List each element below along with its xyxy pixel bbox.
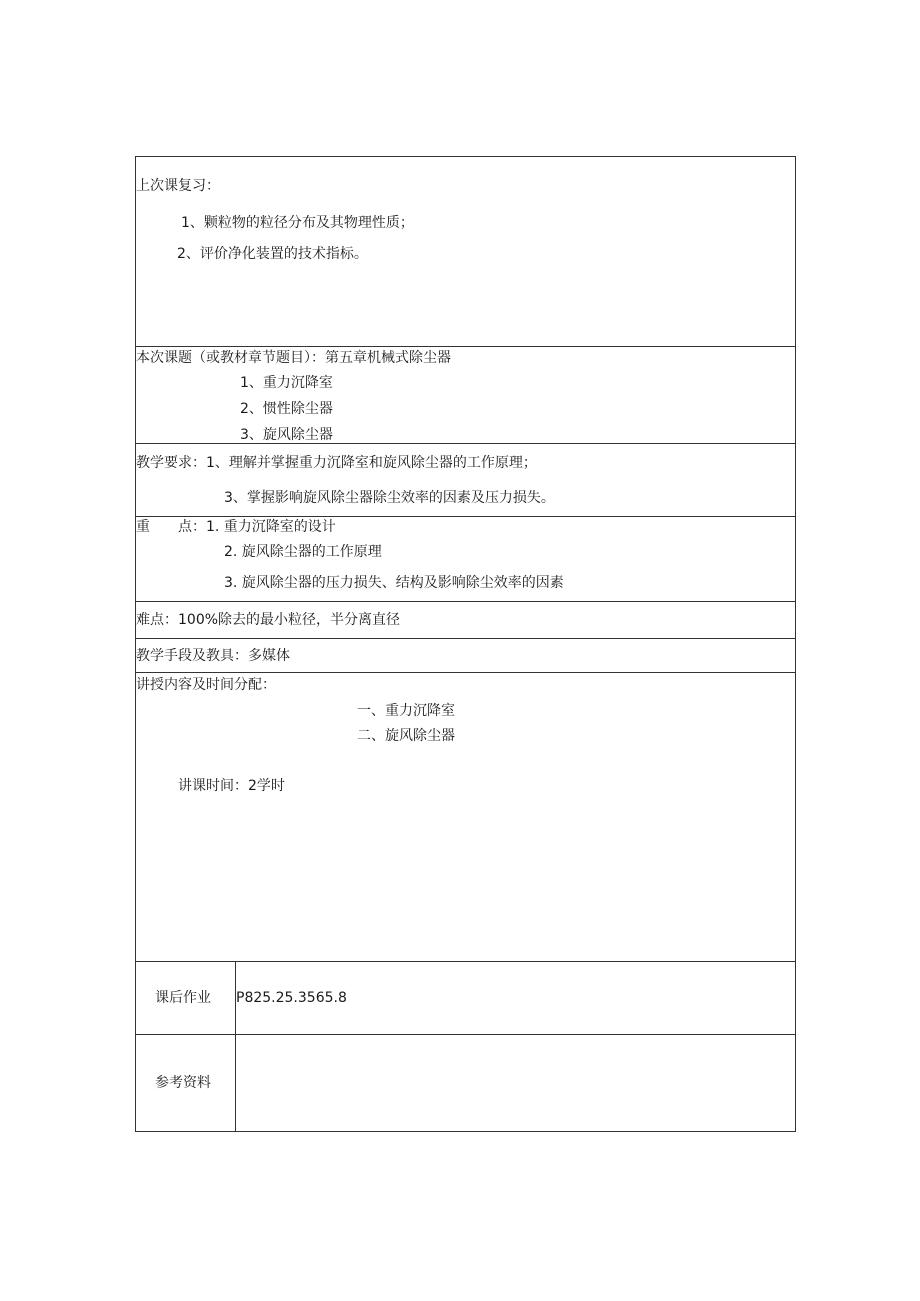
content-item-1: 一、重力沉降室 (357, 703, 455, 719)
requirements-section (136, 444, 795, 517)
homework-label: 课后作业 (155, 990, 211, 1006)
tools-section (136, 639, 795, 673)
homework-value: P825.25.3565.8 (236, 990, 347, 1006)
review-item-2: 2、评价净化装置的技术指标。 (177, 246, 368, 262)
content-title: 讲授内容及时间分配： (136, 677, 276, 693)
lecture-time: 讲课时间：2学时 (178, 778, 285, 794)
key-points-section (136, 517, 795, 602)
topic-item-3: 3、旋风除尘器 (240, 427, 333, 443)
topic-section (136, 347, 795, 444)
difficulty-section (136, 602, 795, 639)
key-points-label: 重 点： (136, 519, 206, 535)
topic-item-1: 1、重力沉降室 (240, 375, 333, 391)
difficulty-text: 难点：100%除去的最小粒径，半分离直径 (136, 612, 401, 628)
review-section (136, 157, 795, 347)
review-item-1: 1、颗粒物的粒径分布及其物理性质； (181, 215, 414, 231)
content-item-2: 二、旋风除尘器 (357, 728, 455, 744)
requirements-line-2: 3、掌握影响旋风除尘器除尘效率的因素及压力损失。 (224, 490, 555, 506)
key-point-1: 1. 重力沉降室的设计 (206, 519, 336, 535)
lesson-plan-table (135, 156, 796, 1132)
content-section (136, 673, 795, 962)
key-point-3: 3. 旋风除尘器的压力损失、结构及影响除尘效率的因素 (224, 575, 564, 591)
key-point-2: 2. 旋风除尘器的工作原理 (224, 544, 382, 560)
topic-item-2: 2、惯性除尘器 (240, 401, 333, 417)
topic-title: 本次课题（或教材章节题目）：第五章机械式除尘器 (136, 350, 451, 366)
tools-text: 教学手段及教具：多媒体 (136, 648, 290, 664)
review-title: 上次课复习： (136, 178, 220, 194)
references-label: 参考资料 (155, 1075, 211, 1091)
requirements-line-1: 教学要求：1、理解并掌握重力沉降室和旋风除尘器的工作原理； (136, 455, 537, 471)
column-divider (235, 962, 236, 1131)
